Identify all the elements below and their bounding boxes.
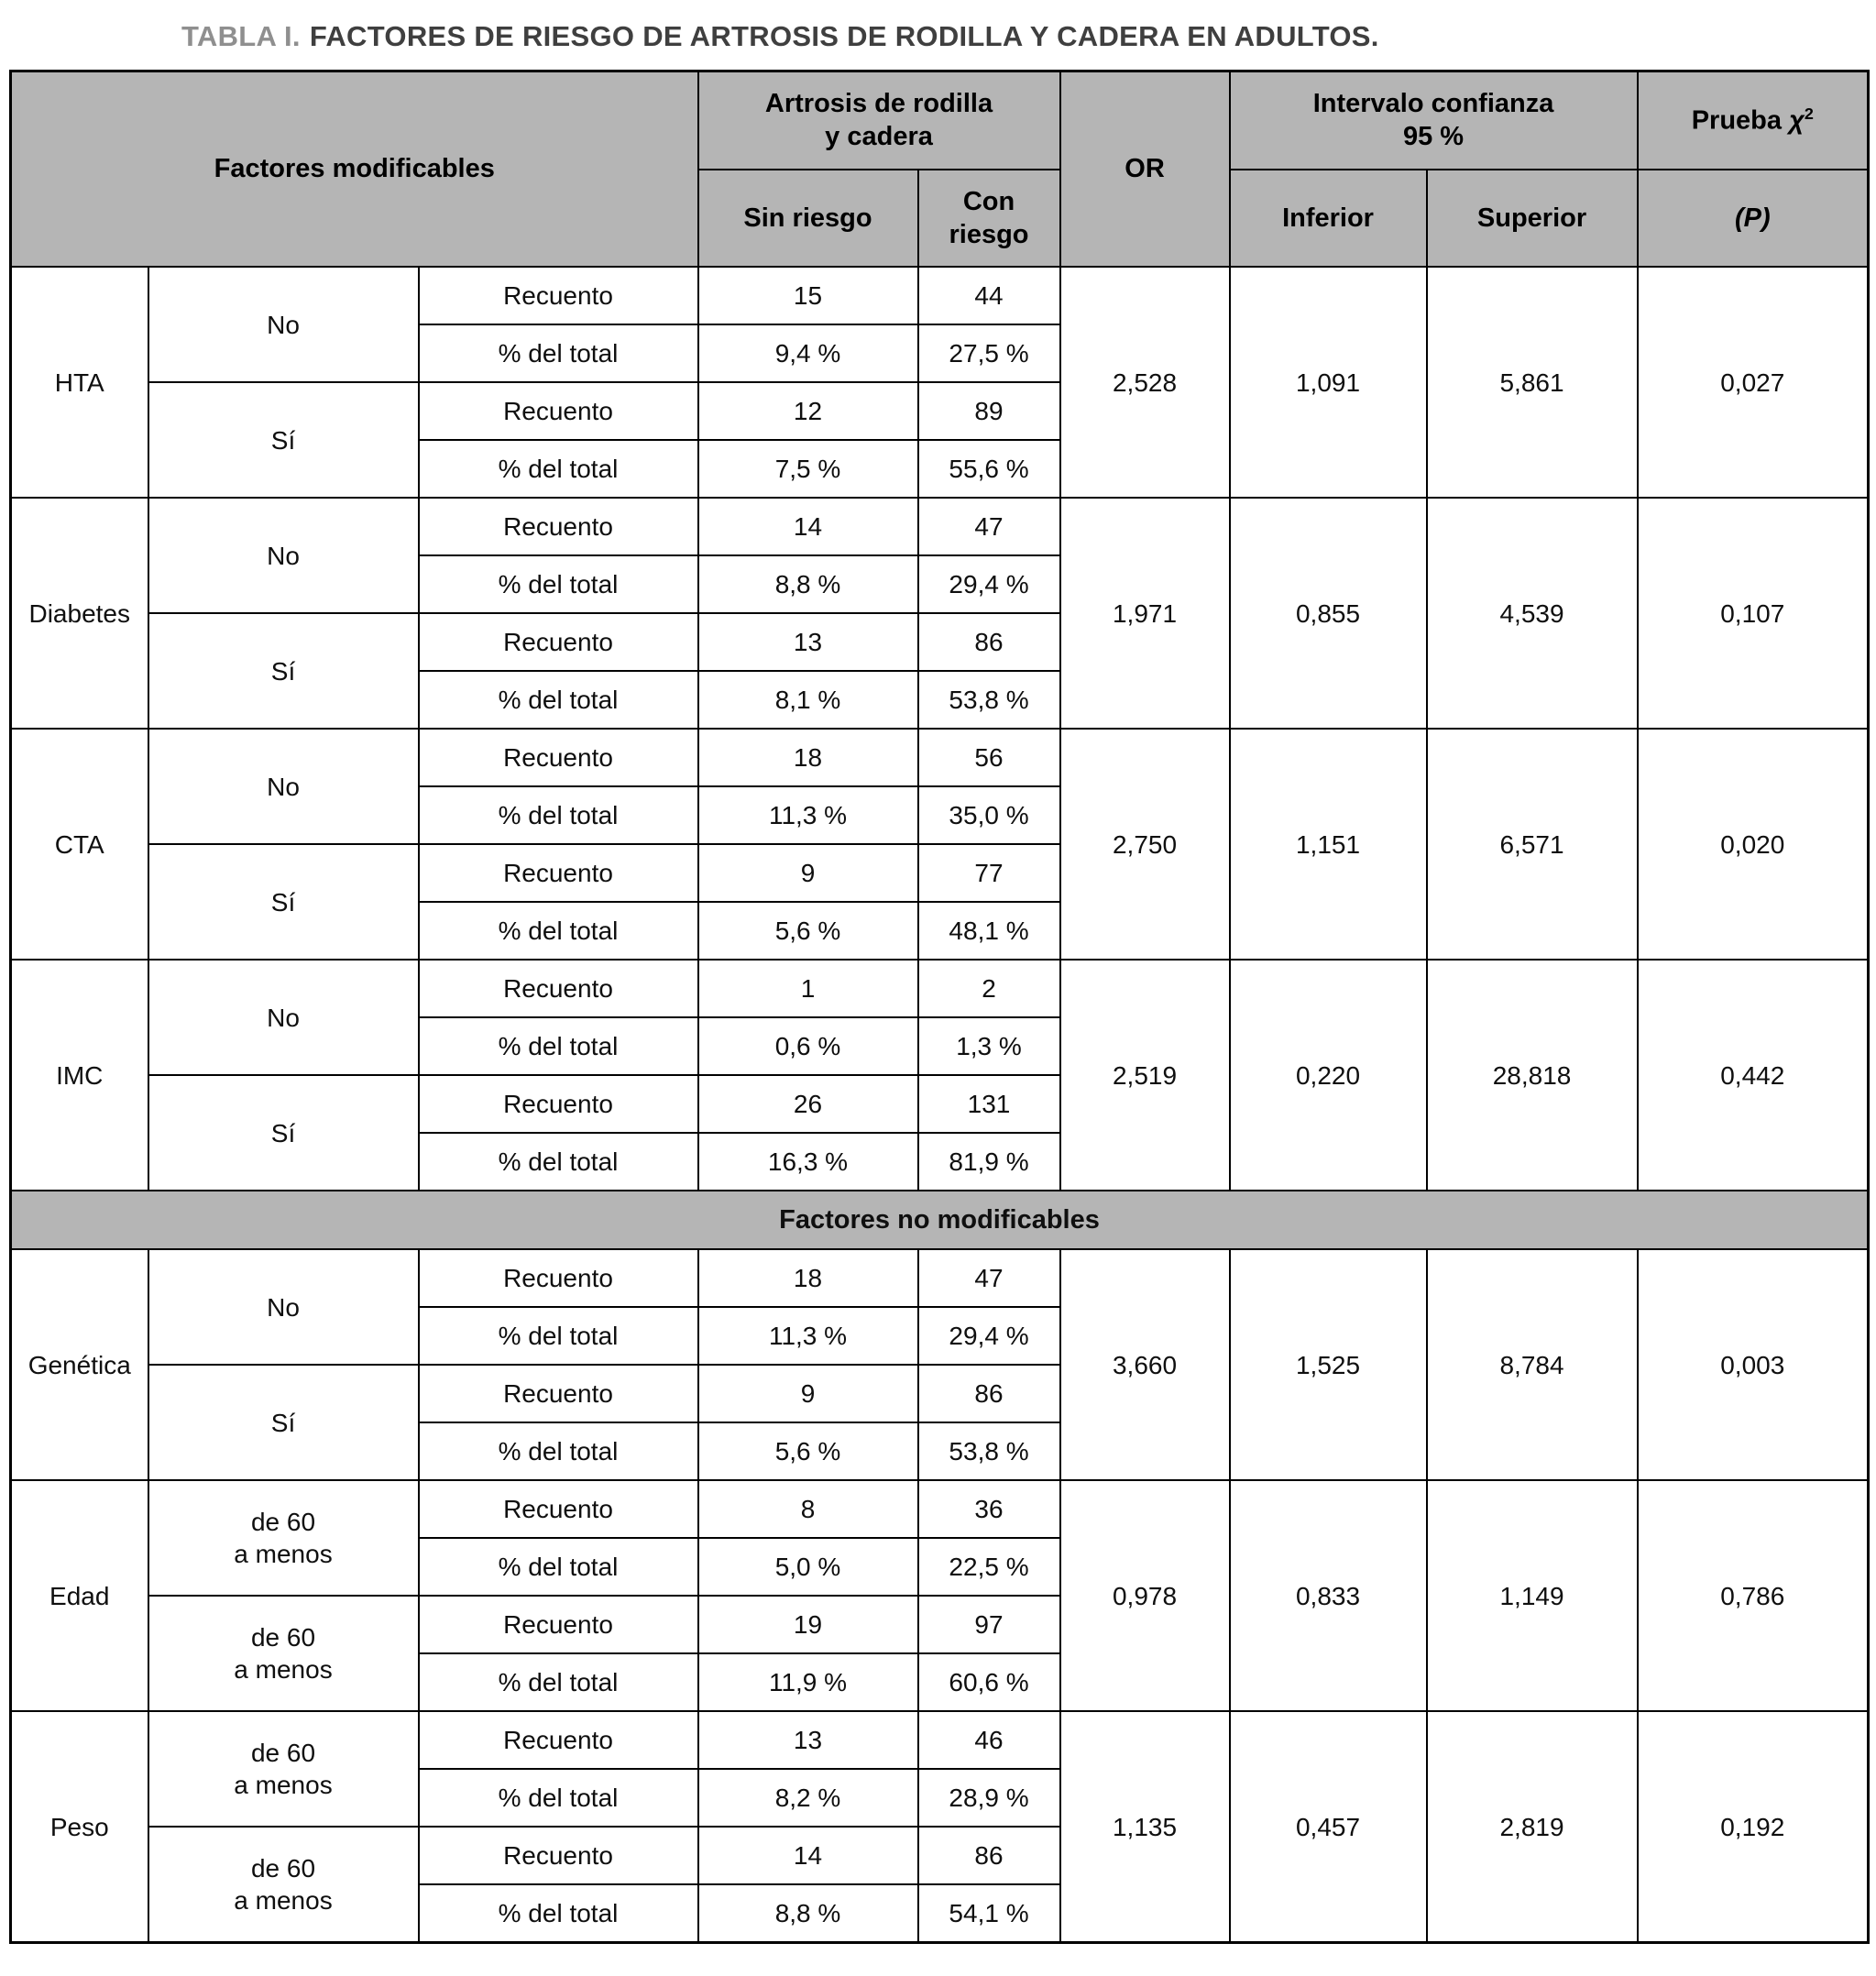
con-riesgo-value-cell: 86 — [918, 1365, 1060, 1422]
con-riesgo-value-cell: 86 — [918, 613, 1060, 671]
header-prueba-chi — [1638, 71, 1869, 170]
factor-level-cell: Sí — [148, 613, 419, 729]
stat-label-cell: % del total — [419, 1017, 698, 1075]
factor-level-cell: Sí — [148, 844, 419, 960]
ci-inferior-value-cell: 1,525 — [1230, 1249, 1427, 1480]
con-riesgo-value-cell: 44 — [918, 267, 1060, 324]
factor-level-cell: No — [148, 729, 419, 844]
sin-riesgo-value-cell: 11,3 % — [698, 1307, 918, 1365]
con-riesgo-value-cell: 48,1 % — [918, 902, 1060, 960]
factor-name-cell: IMC — [11, 960, 148, 1191]
header-intervalo-line2: 95 % — [1402, 122, 1465, 152]
stat-label-cell: % del total — [419, 555, 698, 613]
level-line2: a menos — [234, 1540, 333, 1569]
con-riesgo-value-cell: 89 — [918, 382, 1060, 440]
stat-label-cell: % del total — [419, 440, 698, 498]
factor-name-cell: HTA — [11, 267, 148, 498]
con-riesgo-value-cell: 27,5 % — [918, 324, 1060, 382]
p-value-cell: 0,003 — [1638, 1249, 1869, 1480]
header-intervalo-line1: Intervalo confianza — [1312, 89, 1554, 118]
con-riesgo-value-cell: 46 — [918, 1711, 1060, 1769]
ci-superior-value-cell: 6,571 — [1427, 729, 1638, 960]
con-riesgo-value-cell: 29,4 % — [918, 1307, 1060, 1365]
con-riesgo-value-cell: 86 — [918, 1827, 1060, 1884]
sin-riesgo-value-cell: 9 — [698, 1365, 918, 1422]
stat-label-cell: % del total — [419, 1653, 698, 1711]
table-row — [11, 267, 1869, 324]
factor-name-cell: Peso — [11, 1711, 148, 1943]
sin-riesgo-value-cell: 8,1 % — [698, 671, 918, 729]
ci-superior-value-cell: 4,539 — [1427, 498, 1638, 729]
or-value-cell: 1,135 — [1060, 1711, 1230, 1943]
con-riesgo-value-cell: 47 — [918, 498, 1060, 555]
sin-riesgo-value-cell: 9 — [698, 844, 918, 902]
risk-factors-table — [9, 70, 1870, 1944]
ci-superior-value-cell: 1,149 — [1427, 1480, 1638, 1711]
con-riesgo-value-cell: 54,1 % — [918, 1884, 1060, 1943]
stat-label-cell: Recuento — [419, 960, 698, 1017]
level-line1: de 60 — [250, 1508, 316, 1537]
p-value-cell: 0,442 — [1638, 960, 1869, 1191]
p-value-cell: 0,020 — [1638, 729, 1869, 960]
stat-label-cell: Recuento — [419, 613, 698, 671]
ci-inferior-value-cell: 0,457 — [1230, 1711, 1427, 1943]
chi-exponent: 2 — [1804, 104, 1814, 123]
con-riesgo-value-cell: 28,9 % — [918, 1769, 1060, 1827]
con-riesgo-value-cell: 97 — [918, 1596, 1060, 1653]
level-line2: a menos — [234, 1886, 333, 1916]
or-value-cell: 2,750 — [1060, 729, 1230, 960]
table-row — [11, 1249, 1869, 1307]
header-artrosis — [698, 71, 1060, 170]
con-riesgo-value-cell: 29,4 % — [918, 555, 1060, 613]
factor-level-cell: No — [148, 267, 419, 382]
header-intervalo-confianza — [1230, 71, 1638, 170]
sin-riesgo-value-cell: 18 — [698, 729, 918, 786]
p-value-cell: 0,027 — [1638, 267, 1869, 498]
factor-level-cell: No — [148, 498, 419, 613]
con-riesgo-value-cell: 77 — [918, 844, 1060, 902]
table-row — [11, 1711, 1869, 1769]
sin-riesgo-value-cell: 7,5 % — [698, 440, 918, 498]
table-title-tag: TABLA I. — [181, 20, 301, 52]
ci-inferior-value-cell: 0,220 — [1230, 960, 1427, 1191]
factor-level-cell: No — [148, 960, 419, 1075]
stat-label-cell: % del total — [419, 1884, 698, 1943]
section-divider-row — [11, 1191, 1869, 1249]
sin-riesgo-value-cell: 9,4 % — [698, 324, 918, 382]
header-factores-modificables: Factores modificables — [11, 71, 698, 268]
factor-level-cell — [148, 1827, 419, 1943]
sin-riesgo-value-cell: 13 — [698, 1711, 918, 1769]
or-value-cell: 3,660 — [1060, 1249, 1230, 1480]
stat-label-cell: Recuento — [419, 1711, 698, 1769]
header-row-1 — [11, 71, 1869, 170]
con-riesgo-value-cell: 53,8 % — [918, 671, 1060, 729]
sin-riesgo-value-cell: 1 — [698, 960, 918, 1017]
ci-inferior-value-cell: 0,833 — [1230, 1480, 1427, 1711]
ci-inferior-value-cell: 1,151 — [1230, 729, 1427, 960]
header-artrosis-line2: y cadera — [825, 122, 933, 152]
stat-label-cell: Recuento — [419, 1249, 698, 1307]
prueba-label: Prueba — [1691, 105, 1783, 136]
stat-label-cell: % del total — [419, 786, 698, 844]
or-value-cell: 2,528 — [1060, 267, 1230, 498]
stat-label-cell: Recuento — [419, 267, 698, 324]
level-line1: de 60 — [250, 1739, 316, 1768]
table-header — [11, 71, 1869, 268]
sin-riesgo-value-cell: 11,3 % — [698, 786, 918, 844]
p-value-cell: 0,107 — [1638, 498, 1869, 729]
factor-level-cell: Sí — [148, 1075, 419, 1191]
section-divider-title: Factores no modificables — [11, 1191, 1869, 1249]
stat-label-cell: Recuento — [419, 498, 698, 555]
sin-riesgo-value-cell: 14 — [698, 498, 918, 555]
con-riesgo-value-cell: 1,3 % — [918, 1017, 1060, 1075]
p-value-cell: 0,192 — [1638, 1711, 1869, 1943]
con-riesgo-value-cell: 47 — [918, 1249, 1060, 1307]
header-superior: Superior — [1427, 170, 1638, 268]
sin-riesgo-value-cell: 8,8 % — [698, 555, 918, 613]
factor-name-cell: Edad — [11, 1480, 148, 1711]
stat-label-cell: Recuento — [419, 844, 698, 902]
stat-label-cell: % del total — [419, 1307, 698, 1365]
ci-superior-value-cell: 28,818 — [1427, 960, 1638, 1191]
stat-label-cell: Recuento — [419, 1365, 698, 1422]
ci-inferior-value-cell: 1,091 — [1230, 267, 1427, 498]
con-riesgo-value-cell: 2 — [918, 960, 1060, 1017]
con-riesgo-value-cell: 81,9 % — [918, 1133, 1060, 1191]
stat-label-cell: Recuento — [419, 1827, 698, 1884]
factor-level-cell: No — [148, 1249, 419, 1365]
sin-riesgo-value-cell: 5,0 % — [698, 1538, 918, 1596]
stat-label-cell: Recuento — [419, 1596, 698, 1653]
con-riesgo-value-cell: 56 — [918, 729, 1060, 786]
ci-superior-value-cell: 8,784 — [1427, 1249, 1638, 1480]
sin-riesgo-value-cell: 18 — [698, 1249, 918, 1307]
sin-riesgo-value-cell: 5,6 % — [698, 1422, 918, 1480]
chi-symbol: χ — [1789, 105, 1805, 136]
table-row — [11, 1480, 1869, 1538]
sin-riesgo-value-cell: 8 — [698, 1480, 918, 1538]
stat-label-cell: % del total — [419, 1133, 698, 1191]
p-value-cell: 0,786 — [1638, 1480, 1869, 1711]
con-riesgo-value-cell: 53,8 % — [918, 1422, 1060, 1480]
level-line2: a menos — [234, 1655, 333, 1685]
stat-label-cell: % del total — [419, 1422, 698, 1480]
sin-riesgo-value-cell: 15 — [698, 267, 918, 324]
stat-label-cell: % del total — [419, 671, 698, 729]
sin-riesgo-value-cell: 14 — [698, 1827, 918, 1884]
header-or: OR — [1060, 71, 1230, 268]
or-value-cell: 1,971 — [1060, 498, 1230, 729]
table-row — [11, 960, 1869, 1017]
factor-level-cell — [148, 1480, 419, 1596]
con-riesgo-value-cell: 22,5 % — [918, 1538, 1060, 1596]
factor-level-cell: Sí — [148, 1365, 419, 1480]
factor-level-cell: Sí — [148, 382, 419, 498]
ci-superior-value-cell: 5,861 — [1427, 267, 1638, 498]
header-sin-riesgo: Sin riesgo — [698, 170, 918, 268]
header-inferior: Inferior — [1230, 170, 1427, 268]
stat-label-cell: % del total — [419, 1538, 698, 1596]
con-riesgo-value-cell: 35,0 % — [918, 786, 1060, 844]
sin-riesgo-value-cell: 12 — [698, 382, 918, 440]
stat-label-cell: Recuento — [419, 1075, 698, 1133]
sin-riesgo-value-cell: 11,9 % — [698, 1653, 918, 1711]
stat-label-cell: Recuento — [419, 1480, 698, 1538]
con-riesgo-value-cell: 60,6 % — [918, 1653, 1060, 1711]
level-line1: de 60 — [250, 1854, 316, 1883]
stat-label-cell: % del total — [419, 324, 698, 382]
table-title — [181, 20, 1867, 53]
con-riesgo-value-cell: 36 — [918, 1480, 1060, 1538]
table-row — [11, 498, 1869, 555]
sin-riesgo-value-cell: 19 — [698, 1596, 918, 1653]
sin-riesgo-value-cell: 8,8 % — [698, 1884, 918, 1943]
table-title-text: FACTORES DE RIESGO DE ARTROSIS DE RODILLA Y CADERA EN ADULTOS. — [309, 20, 1379, 52]
level-line1: de 60 — [250, 1623, 316, 1652]
stat-label-cell: Recuento — [419, 729, 698, 786]
header-p-value: (P) — [1638, 170, 1869, 268]
header-con-riesgo: Con riesgo — [918, 170, 1060, 268]
stat-label-cell: % del total — [419, 1769, 698, 1827]
or-value-cell: 0,978 — [1060, 1480, 1230, 1711]
factor-name-cell: CTA — [11, 729, 148, 960]
sin-riesgo-value-cell: 0,6 % — [698, 1017, 918, 1075]
sin-riesgo-value-cell: 5,6 % — [698, 902, 918, 960]
ci-superior-value-cell: 2,819 — [1427, 1711, 1638, 1943]
factor-name-cell: Diabetes — [11, 498, 148, 729]
factor-level-cell — [148, 1596, 419, 1711]
con-riesgo-value-cell: 55,6 % — [918, 440, 1060, 498]
header-artrosis-line1: Artrosis de rodilla — [764, 89, 993, 118]
table-body — [11, 267, 1869, 1943]
or-value-cell: 2,519 — [1060, 960, 1230, 1191]
sin-riesgo-value-cell: 8,2 % — [698, 1769, 918, 1827]
sin-riesgo-value-cell: 13 — [698, 613, 918, 671]
con-riesgo-value-cell: 131 — [918, 1075, 1060, 1133]
factor-name-cell: Genética — [11, 1249, 148, 1480]
sin-riesgo-value-cell: 16,3 % — [698, 1133, 918, 1191]
sin-riesgo-value-cell: 26 — [698, 1075, 918, 1133]
stat-label-cell: Recuento — [419, 382, 698, 440]
factor-level-cell — [148, 1711, 419, 1827]
ci-inferior-value-cell: 0,855 — [1230, 498, 1427, 729]
table-row — [11, 729, 1869, 786]
level-line2: a menos — [234, 1771, 333, 1800]
stat-label-cell: % del total — [419, 902, 698, 960]
